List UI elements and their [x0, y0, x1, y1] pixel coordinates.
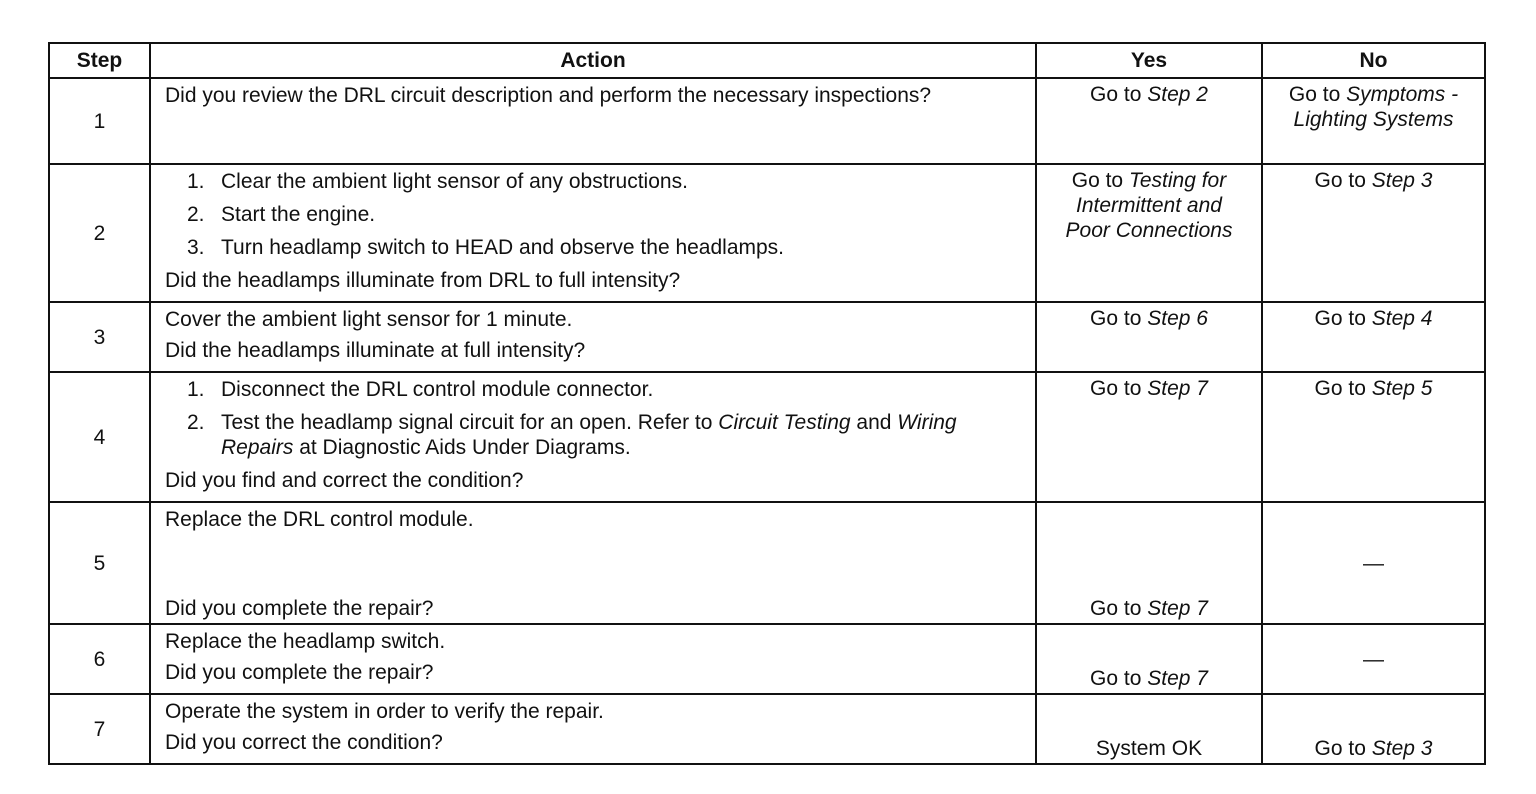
no-cell [1262, 372, 1485, 502]
list-item: 1. Clear the ambient light sensor of any obstructions. [187, 170, 688, 193]
action-question: Did you complete the repair? [165, 661, 434, 684]
no-dash: — [1363, 648, 1384, 671]
no-cell [1262, 694, 1485, 764]
no-dash: — [1363, 552, 1384, 575]
yes-cell [1036, 78, 1262, 164]
yes-cell [1036, 302, 1262, 372]
no-text: Go to Step 3 [1314, 737, 1433, 760]
header-row [49, 43, 1485, 78]
list-item: 1. Disconnect the DRL control module connector. [187, 378, 654, 401]
table-row [49, 694, 1485, 764]
no-text: Go to Symptoms - Lighting Systems [1288, 83, 1459, 131]
table-row [49, 624, 1485, 694]
no-cell [1262, 78, 1485, 164]
list-item: 2. Test the headlamp signal circuit for an open. Refer to Circuit Testing and Wiring Repairs at Diagnostic Aids Under Diagrams. [187, 411, 957, 459]
yes-text: Go to Step 2 [1090, 83, 1208, 106]
step-number: 4 [49, 372, 150, 502]
yes-cell [1036, 624, 1262, 694]
table-row [49, 302, 1485, 372]
step-number: 1 [49, 78, 150, 164]
action-cell [150, 372, 1036, 502]
action-cell [150, 624, 1036, 694]
no-cell [1262, 624, 1485, 694]
action-question: Did the headlamps illuminate from DRL to full intensity? [165, 269, 681, 292]
yes-cell [1036, 372, 1262, 502]
step-number: 7 [49, 694, 150, 764]
no-text: Go to Step 4 [1314, 307, 1433, 330]
yes-text: Go to Step 6 [1090, 307, 1208, 330]
action-text: Operate the system in order to verify the repair. [165, 700, 604, 723]
header-yes: Yes [1036, 43, 1262, 78]
action-cell [150, 502, 1036, 624]
action-cell [150, 164, 1036, 302]
action-question: Did you correct the condition? [165, 731, 443, 754]
action-text: Replace the headlamp switch. [165, 630, 446, 653]
action-list [165, 377, 1021, 460]
action-cell [150, 78, 1036, 164]
yes-text: Go to Step 7 [1090, 597, 1208, 620]
action-text: Replace the DRL control module. [165, 508, 474, 531]
table-row [49, 502, 1485, 624]
action-question: Did you find and correct the condition? [165, 469, 524, 492]
header-action: Action [150, 43, 1036, 78]
no-cell [1262, 502, 1485, 624]
action-list [165, 169, 1021, 260]
action-cell [150, 694, 1036, 764]
action-cell [150, 302, 1036, 372]
action-text: Did you review the DRL circuit description and perform the necessary inspections? [165, 84, 932, 107]
yes-text: System OK [1095, 737, 1203, 760]
action-text: Cover the ambient light sensor for 1 minute. [165, 308, 573, 331]
step-number: 5 [49, 502, 150, 624]
step-number: 2 [49, 164, 150, 302]
yes-text: Go to Testing for Intermittent and Poor Connections [1065, 169, 1233, 242]
no-text: Go to Step 5 [1314, 377, 1433, 400]
no-cell [1262, 302, 1485, 372]
yes-cell [1036, 502, 1262, 624]
table-row [49, 372, 1485, 502]
diagnostic-table [48, 42, 1486, 765]
no-cell [1262, 164, 1485, 302]
header-no: No [1262, 43, 1485, 78]
action-question: Did you complete the repair? [165, 597, 434, 620]
table-row [49, 78, 1485, 164]
header-step: Step [49, 43, 150, 78]
list-item: 2. Start the engine. [187, 203, 376, 226]
yes-cell [1036, 164, 1262, 302]
yes-text: Go to Step 7 [1090, 377, 1208, 400]
action-question: Did the headlamps illuminate at full intensity? [165, 339, 586, 362]
table-row [49, 164, 1485, 302]
yes-text: Go to Step 7 [1090, 667, 1208, 690]
no-text: Go to Step 3 [1314, 169, 1433, 192]
step-number: 6 [49, 624, 150, 694]
list-item: 3. Turn headlamp switch to HEAD and observe the headlamps. [187, 236, 785, 259]
yes-cell [1036, 694, 1262, 764]
step-number: 3 [49, 302, 150, 372]
